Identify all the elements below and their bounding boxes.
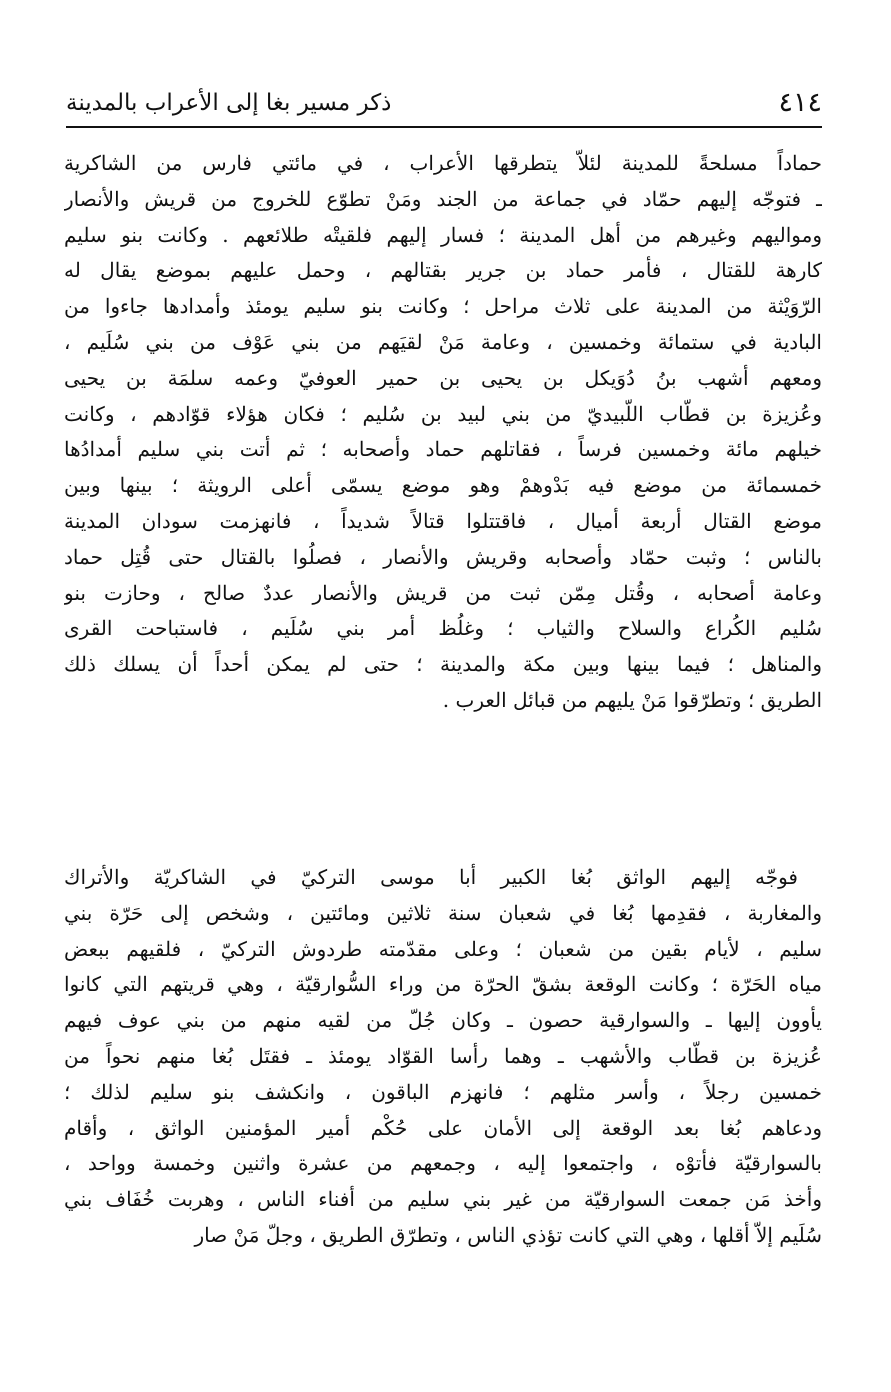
text-line: البادية في ستمائة وخمسين ، وعامة مَنْ لقيَهم من بني عَوْف من بني سُلَيم ، <box>64 329 822 354</box>
text-line: ودعاهم بُغا بعد الوقعة إلى الأمان على حُكْم أمير المؤمنين الواثق ، وأقام <box>64 1115 822 1140</box>
text-line: ـ فتوجّه إليهم حمّاد في جماعة من الجند ومَنْ تطوّع للخروج من قريش والأنصار <box>64 186 822 211</box>
running-title: ذكر مسير بغا إلى الأعراب بالمدينة <box>66 90 392 116</box>
text-line: وعُزيزة بن قطّاب اللّبيديّ من بني لبيد بن سُليم ؛ فكان هؤلاء قوّادهم ، وكانت <box>64 401 822 426</box>
text-line: خمسين رجلاً ، وأسر مثلهم ؛ فانهزم الباقون ، وانكشف بنو سليم لذلك ؛ <box>64 1079 822 1104</box>
text-line: والمناهل ؛ فيما بينها وبين مكة والمدينة ؛ حتى لم يمكن أحداً أن يسلك ذلك <box>64 652 822 677</box>
text-line: والمغاربة ، فقدِمها بُغا في شعبان سنة ثلاثين ومائتين ، وشخص إلى حَرّة بني <box>64 900 822 925</box>
text-line: بالسوارقيّة فأتوْه ، واجتمعوا إليه ، وجمعهم من عشرة واثنين وخمسة وواحد ، <box>64 1151 822 1176</box>
text-line: فوجّه إليهم الواثق بُغا الكبير أبا موسى التركيّ في الشاكريّة والأتراك <box>64 865 798 889</box>
text-line: حماداً مسلحةً للمدينة لئلاّ يتطرقها الأعراب ، في مائتي فارس من الشاكرية <box>64 151 822 175</box>
text-line: الطريق ؛ وتطرّقوا مَنْ يليهم من قبائل العرب . <box>442 687 822 712</box>
text-line: مياه الحَرّة ؛ وكانت الوقعة بشقّ الحرّة من وراء السُّوارقيّة ، وهي قريتهم التي كانوا <box>64 972 822 997</box>
paragraph-2 <box>64 860 822 1254</box>
text-line: موضع القتال أربعة أميال ، فاقتتلوا قتالاً شديداً ، فانهزمت سودان المدينة <box>64 508 822 533</box>
text-line: خمسمائة من موضع فيه بَدْوهمْ وهو موضع يسمّى أعلى الرويثة ؛ بينها وبين <box>64 473 822 498</box>
text-line: يأوون إليها ـ والسوارقية حصون ـ وكان جُلّ من لقيه منهم من بني عوف فيهم <box>64 1008 822 1033</box>
text-line: سُليم الكُراع والسلاح والثياب ؛ وغلُظ أمر بني سُلَيم ، فاستباحت القرى <box>64 616 822 641</box>
text-line: سُلَيم إلاّ أقلها ، وهي التي كانت تؤذي الناس ، وتطرّق الطريق ، وجلّ مَنْ صار <box>194 1222 822 1247</box>
page-header <box>66 86 822 128</box>
page-number: ٤١٤ <box>778 87 822 118</box>
text-line: الرّوَيْثة من المدينة على ثلاث مراحل ؛ وكانت بنو سليم يومئذ وأمدادها جاءوا من <box>64 294 822 319</box>
text-line: سليم ، لأيام بقين من شعبان ؛ وعلى مقدّمته طردوش التركيّ ، فلقيهم ببعض <box>64 936 822 961</box>
text-line: وأخذ مَن جمعت السوارقيّة من غير بني سليم من أفناء الناس ، وهربت خُفَاف بني <box>64 1187 822 1212</box>
text-line: ومواليهم وغيرهم من أهل المدينة ؛ فسار إليهم فلقيتْه طلائعهم . وكانت بنو سليم <box>64 222 822 247</box>
paragraph-1 <box>64 146 822 719</box>
text-line: وعامة أصحابه ، وقُتل مِمّن ثبت من قريش والأنصار عددٌ صالح ، وحازت بنو <box>64 580 822 605</box>
text-line: كارهة للقتال ، فأمر حماد بن جرير بقتالهم ، وحمل عليهم بموضع يقال له <box>64 258 822 283</box>
text-line: ومعهم أشهب بنُ دُوَيكل بن يحيى بن حمير العوفيّ وعمه سلمَة بن يحيى <box>64 365 822 390</box>
text-line: بالناس ؛ وثبت حمّاد وأصحابه وقريش والأنصار ، فصلُوا بالقتال حتى قُتِل حماد <box>64 544 822 569</box>
text-line: خيلهم مائة وخمسين فرساً ، فقاتلهم حماد وأصحابه ؛ ثم أتت بني سليم أمدادُها <box>64 437 822 462</box>
text-line: عُزيزة بن قطّاب والأشهب ـ وهما رأسا القوّاد يومئذ ـ فقتَل بُغا منهم نحواً من <box>64 1043 822 1068</box>
